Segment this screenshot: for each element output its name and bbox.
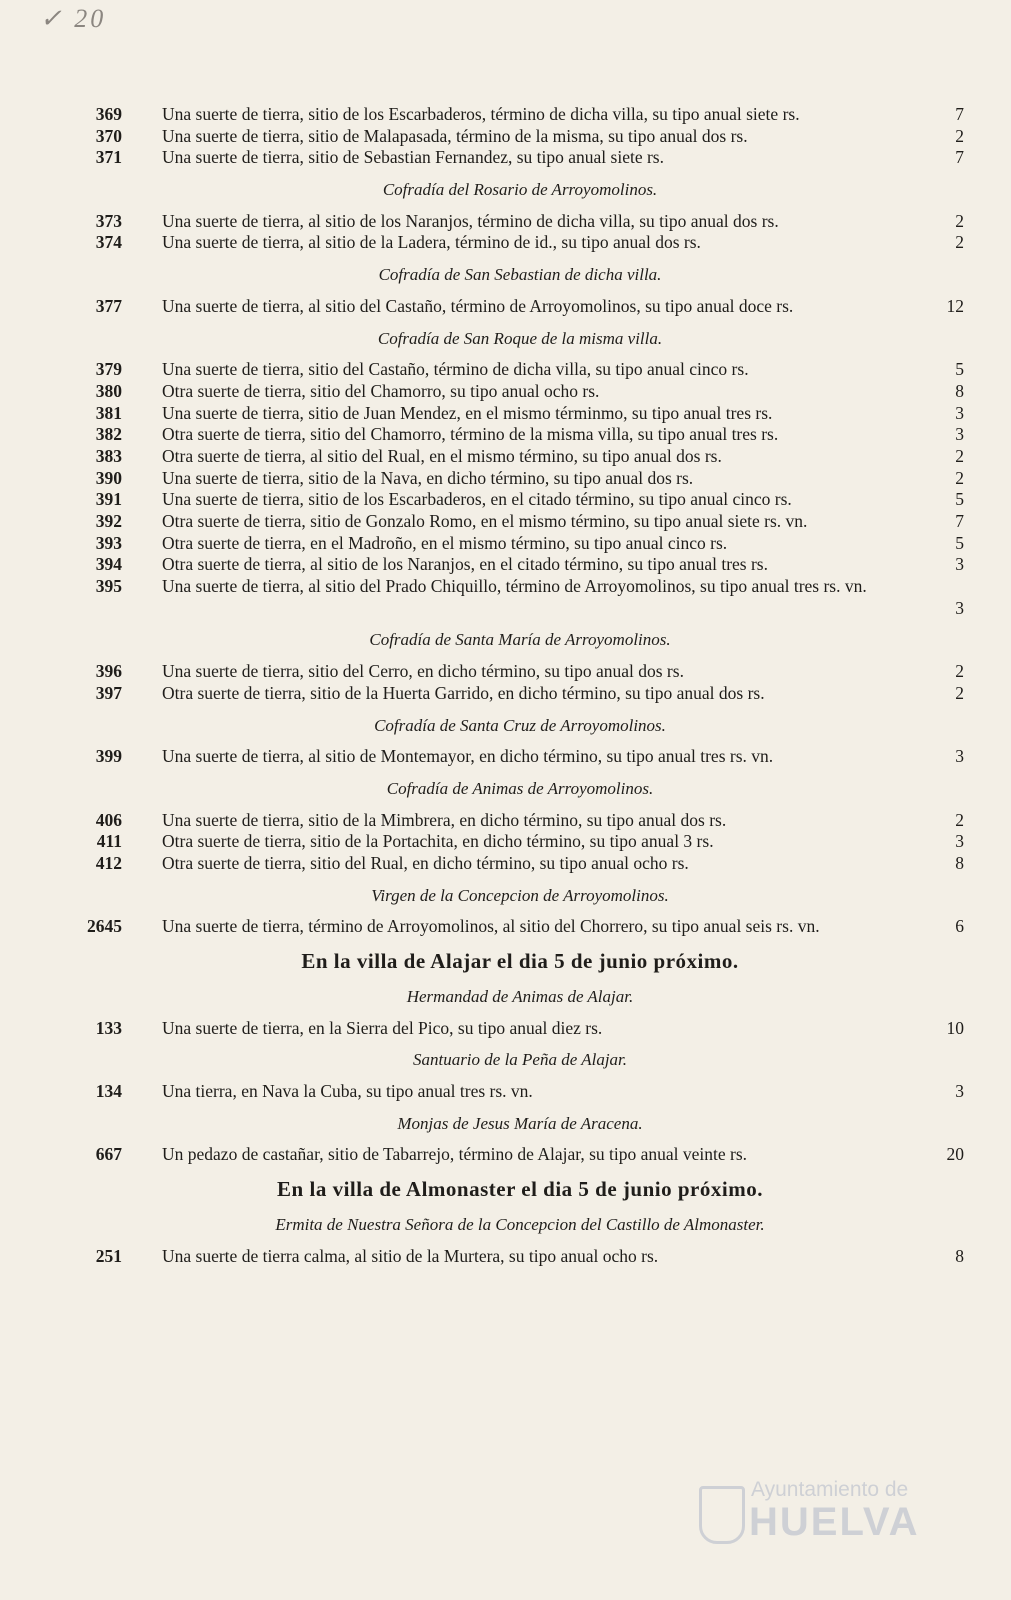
lot-number: 373 <box>95 210 122 231</box>
item-description: Una tierra, en Nava la Cuba, su tipo anual tres rs. vn. <box>162 1081 533 1102</box>
list-item <box>70 576 970 619</box>
lot-number: 394 <box>95 554 122 575</box>
item-price: 3 <box>955 402 964 423</box>
lot-number: 380 <box>95 380 122 401</box>
list-item <box>70 424 970 446</box>
list-item <box>70 446 970 468</box>
item-price: 7 <box>955 104 964 124</box>
item-price: 2 <box>955 210 964 231</box>
lot-number: 383 <box>95 445 122 466</box>
item-price: 5 <box>955 359 964 380</box>
item-description: Una suerte de tierra, al sitio del Prado Chiquillo, término de Arroyomolinos, su tipo anual tres rs. vn. <box>162 576 867 597</box>
list-item <box>70 126 970 148</box>
lot-number: 251 <box>95 1245 122 1266</box>
item-price: 10 <box>946 1017 964 1038</box>
list-item <box>70 533 970 555</box>
lot-number: 374 <box>95 232 122 253</box>
item-price: 2 <box>955 125 964 146</box>
list-item <box>70 104 970 126</box>
lot-number: 411 <box>96 831 122 852</box>
item-description: Una suerte de tierra, término de Arroyomolinos, al sitio del Chorrero, su tipo anual seis rs. vn. <box>162 916 820 937</box>
list-item <box>70 381 970 403</box>
item-description: Una suerte de tierra, sitio de los Escarbaderos, término de dicha villa, su tipo anual siete rs. <box>162 104 800 124</box>
item-description: Una suerte de tierra, sitio del Cerro, en dicho término, su tipo anual dos rs. <box>162 661 684 682</box>
lot-number: 381 <box>95 402 122 423</box>
item-description: Una suerte de tierra, sitio de Malapasada, término de la misma, su tipo anual dos rs. <box>162 125 748 146</box>
lot-number: 382 <box>95 424 122 445</box>
watermark-line1: Ayuntamiento de <box>751 1478 909 1501</box>
list-item <box>70 746 970 768</box>
lot-number: 395 <box>95 576 122 597</box>
item-description: Una suerte de tierra, sitio del Castaño, término de dicha villa, su tipo anual cinco rs. <box>162 359 749 380</box>
item-price: 6 <box>955 916 964 937</box>
lot-number: 412 <box>95 852 122 873</box>
list-item <box>70 1144 970 1166</box>
item-description: Un pedazo de castañar, sitio de Tabarrejo, término de Alajar, su tipo anual veinte rs. <box>162 1144 748 1165</box>
list-item <box>70 1018 970 1040</box>
archive-watermark <box>699 1478 919 1548</box>
item-description: Una suerte de tierra, al sitio de Montemayor, en dicho término, su tipo anual tres rs. vn. <box>162 746 774 767</box>
lot-number: 667 <box>95 1144 122 1165</box>
item-description: Una suerte de tierra, al sitio de la Ladera, término de id., su tipo anual dos rs. <box>162 232 701 253</box>
item-price: 2 <box>955 467 964 488</box>
list-item <box>70 489 970 511</box>
item-price: 12 <box>946 295 964 316</box>
item-price: 2 <box>955 809 964 830</box>
lot-number: 393 <box>95 532 122 553</box>
lot-number: 134 <box>95 1081 122 1102</box>
section-heading: Santuario de la Peña de Alajar. <box>412 1050 628 1070</box>
item-description: Otra suerte de tierra, sitio de la Huerta Garrido, en dicho término, su tipo anual dos rs. <box>162 682 765 703</box>
section-heading: Monjas de Jesus María de Aracena. <box>397 1113 643 1133</box>
item-description: Una suerte de tierra, sitio de Juan Mendez, en el mismo términmo, su tipo anual tres rs. <box>162 402 773 423</box>
handwritten-page-mark: ✓ 20 <box>40 4 107 33</box>
item-description: Una suerte de tierra calma, al sitio de la Murtera, su tipo anual ocho rs. <box>162 1245 659 1266</box>
lot-number: 406 <box>95 809 122 830</box>
section-heading: Cofradía de Animas de Arroyomolinos. <box>386 778 654 798</box>
list-item <box>70 831 970 853</box>
lot-number: 371 <box>95 147 122 168</box>
list-item <box>70 147 970 169</box>
list-item <box>70 916 970 938</box>
item-price: 2 <box>955 682 964 703</box>
coat-of-arms-icon <box>699 1486 745 1544</box>
lot-number: 377 <box>95 295 122 316</box>
item-description: Otra suerte de tierra, sitio de Gonzalo Romo, en el mismo término, su tipo anual siete rs. vn. <box>162 511 808 531</box>
item-price: 2 <box>955 445 964 466</box>
section-heading: Ermita de Nuestra Señora de la Concepcion del Castillo de Almonaster. <box>275 1215 765 1235</box>
item-description: Una suerte de tierra, al sitio del Castaño, término de Arroyomolinos, su tipo anual doce rs. <box>162 295 794 316</box>
item-description: Otra suerte de tierra, sitio del Chamorro, término de la misma villa, su tipo anual tres rs. <box>162 424 779 445</box>
section-heading: Hermandad de Animas de Alajar. <box>406 987 634 1007</box>
lot-number: 399 <box>95 746 122 767</box>
item-price: 3 <box>955 1081 964 1102</box>
section-main-heading: En la villa de Almonaster el dia 5 de junio próximo. <box>277 1177 763 1202</box>
item-price: 8 <box>955 852 964 873</box>
item-description: Una suerte de tierra, sitio de la Mimbrera, en dicho término, su tipo anual dos rs. <box>162 809 727 830</box>
section-heading: Cofradía del Rosario de Arroyomolinos. <box>382 180 658 200</box>
section-heading: Cofradía de Santa María de Arroyomolinos. <box>369 630 671 650</box>
item-description: Otra suerte de tierra, sitio del Rual, en dicho término, su tipo anual ocho rs. <box>162 852 689 873</box>
list-item <box>70 1246 970 1268</box>
list-item <box>70 403 970 425</box>
lot-number: 391 <box>95 489 122 510</box>
item-price: 8 <box>955 1245 964 1266</box>
item-price: 3 <box>955 746 964 767</box>
item-description: Otra suerte de tierra, en el Madroño, en el mismo término, su tipo anual cinco rs. <box>162 532 728 553</box>
item-description: Otra suerte de tierra, sitio de la Portachita, en dicho término, su tipo anual 3 rs. <box>162 831 714 852</box>
list-item <box>70 359 970 381</box>
lot-number: 2645 <box>87 916 122 937</box>
list-item <box>70 232 970 254</box>
list-item <box>70 683 970 705</box>
item-price: 3 <box>955 831 964 852</box>
item-description: Una suerte de tierra, sitio de la Nava, en dicho término, su tipo anual dos rs. <box>162 467 694 488</box>
document-body <box>70 104 970 1268</box>
list-item <box>70 554 970 576</box>
item-description: Otra suerte de tierra, al sitio del Rual, en el mismo término, su tipo anual dos rs. <box>162 445 722 466</box>
section-heading: Virgen de la Concepcion de Arroyomolinos. <box>371 885 669 905</box>
item-price: 5 <box>955 489 964 510</box>
watermark-line2: HUELVA <box>749 1500 920 1544</box>
list-item <box>70 211 970 233</box>
section-heading: Cofradía de San Roque de la misma villa. <box>377 328 663 348</box>
item-price: 2 <box>955 232 964 253</box>
lot-number: 396 <box>95 661 122 682</box>
lot-number: 397 <box>95 682 122 703</box>
item-description: Una suerte de tierra, al sitio de los Naranjos, término de dicha villa, su tipo anual dos rs. <box>162 210 779 231</box>
item-description: Otra suerte de tierra, sitio del Chamorro, su tipo anual ocho rs. <box>162 380 600 401</box>
list-item <box>70 468 970 490</box>
lot-number: 370 <box>95 125 122 146</box>
section-main-heading: En la villa de Alajar el dia 5 de junio próximo. <box>301 949 739 974</box>
list-item <box>70 810 970 832</box>
item-price: 5 <box>955 532 964 553</box>
list-item <box>70 1081 970 1103</box>
list-item <box>70 853 970 875</box>
item-price: 3 <box>955 554 964 575</box>
list-item <box>70 661 970 683</box>
lot-number: 369 <box>95 104 122 124</box>
lot-number: 390 <box>95 467 122 488</box>
lot-number: 379 <box>95 359 122 380</box>
lot-number: 133 <box>95 1017 122 1038</box>
item-price: 2 <box>955 661 964 682</box>
item-price: 20 <box>946 1144 964 1165</box>
item-description: Otra suerte de tierra, al sitio de los Naranjos, en el citado término, su tipo anual tres rs. <box>162 554 768 575</box>
item-description: Una suerte de tierra, sitio de los Escarbaderos, en el citado término, su tipo anual cinco rs. <box>162 489 792 510</box>
list-item <box>70 296 970 318</box>
item-price: 7 <box>955 511 964 531</box>
item-description: Una suerte de tierra, sitio de Sebastian Fernandez, su tipo anual siete rs. <box>162 147 664 168</box>
item-description: Una suerte de tierra, en la Sierra del Pico, su tipo anual diez rs. <box>162 1017 603 1038</box>
item-price: 3 <box>955 597 964 618</box>
section-heading: Cofradía de Santa Cruz de Arroyomolinos. <box>374 715 666 735</box>
lot-number: 392 <box>95 511 122 531</box>
item-price: 7 <box>955 147 964 168</box>
list-item <box>70 511 970 533</box>
item-price: 3 <box>955 424 964 445</box>
item-price: 8 <box>955 380 964 401</box>
section-heading: Cofradía de San Sebastian de dicha villa. <box>378 265 662 285</box>
